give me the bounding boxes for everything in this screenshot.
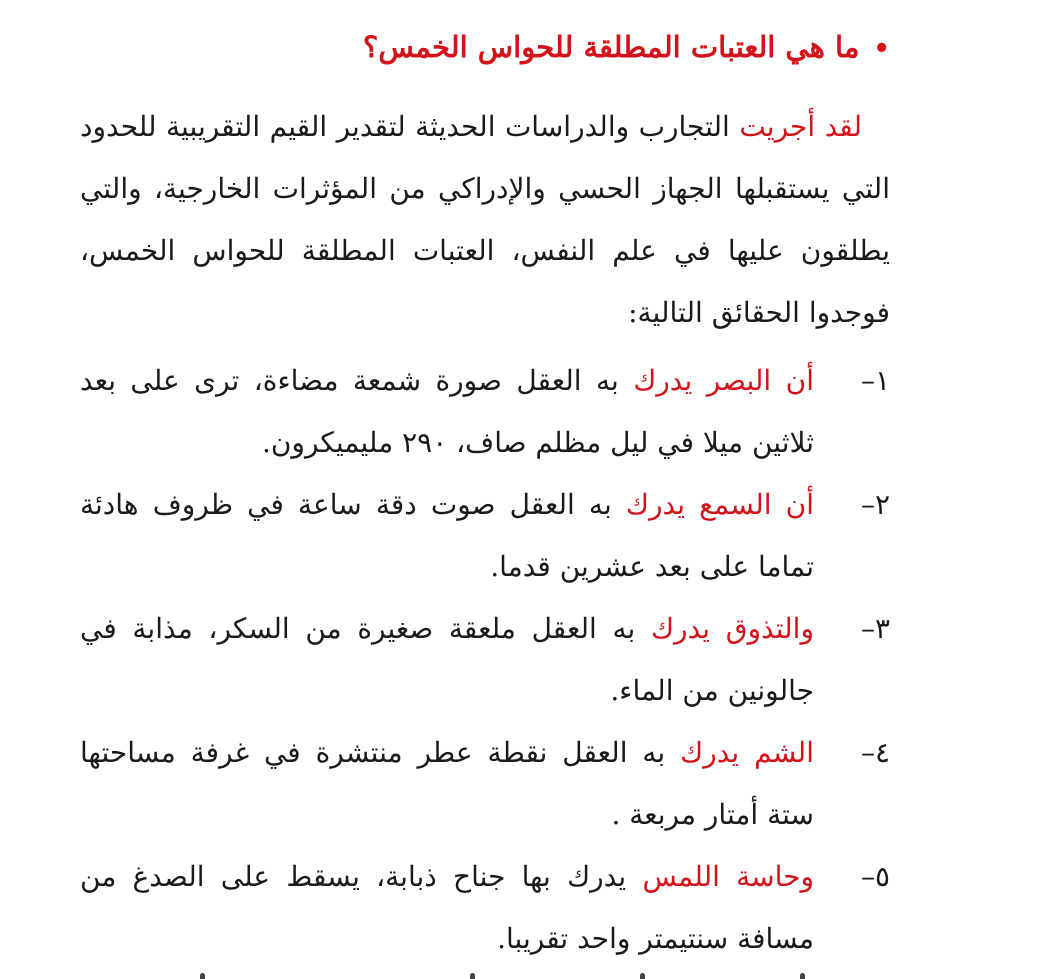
intro-text: التجارب والدراسات الحديثة لتقدير القيم التقريبية للحدود التي يستقبلها الجهاز الحسي والإدراكي من المؤثرات الخارجية، والتي يطلقون عليها في علم النفس، العتبات المطلقة للحواس الخمس، فوجدوا الحقائق التالية: (80, 110, 890, 329)
item-text: به العقل ملعقة صغيرة من السكر، مذابة في جالونين من الماء. (80, 612, 814, 707)
item-number: ٥– (860, 860, 890, 893)
section-heading (363, 30, 890, 64)
item-number: ٣– (860, 612, 890, 645)
item-number: ٤– (860, 736, 890, 769)
list-item (80, 846, 890, 970)
intro-paragraph (80, 96, 890, 344)
item-keyword: وحاسة اللمس (642, 860, 814, 893)
intro-lead: لقد أجريت (739, 110, 862, 143)
item-number: ١– (860, 364, 890, 397)
item-keyword: أن السمع يدرك (625, 488, 814, 521)
item-keyword: أن البصر يدرك (633, 364, 814, 397)
heading-text: ما هي العتبات المطلقة للحواس الخمس؟ (362, 30, 860, 64)
list-item (80, 598, 890, 722)
bullet-icon: • (873, 34, 890, 64)
list-item (80, 722, 890, 846)
item-text: به العقل صوت دقة ساعة في ظروف هادئة تماما على بعد عشرين قدما. (80, 488, 814, 583)
item-text: به العقل صورة شمعة مضاءة، ترى على بعد ثلاثين ميلا في ليل مظلم صاف، ٢٩٠ مليميكرون. (80, 364, 814, 459)
item-keyword: والتذوق يدرك (650, 612, 814, 645)
item-number: ٢– (860, 488, 890, 521)
facts-list (80, 350, 890, 970)
item-text: به العقل نقطة عطر منتشرة في غرفة مساحتها ستة أمتار مربعة . (80, 736, 814, 831)
list-item (80, 474, 890, 598)
item-keyword: الشم يدرك (680, 736, 814, 769)
list-item (80, 350, 890, 474)
item-text: يدرك بها جناح ذبابة، يسقط على الصدغ من مسافة سنتيمتر واحد تقريبا. (80, 860, 814, 955)
cropped-next-line (80, 973, 940, 979)
